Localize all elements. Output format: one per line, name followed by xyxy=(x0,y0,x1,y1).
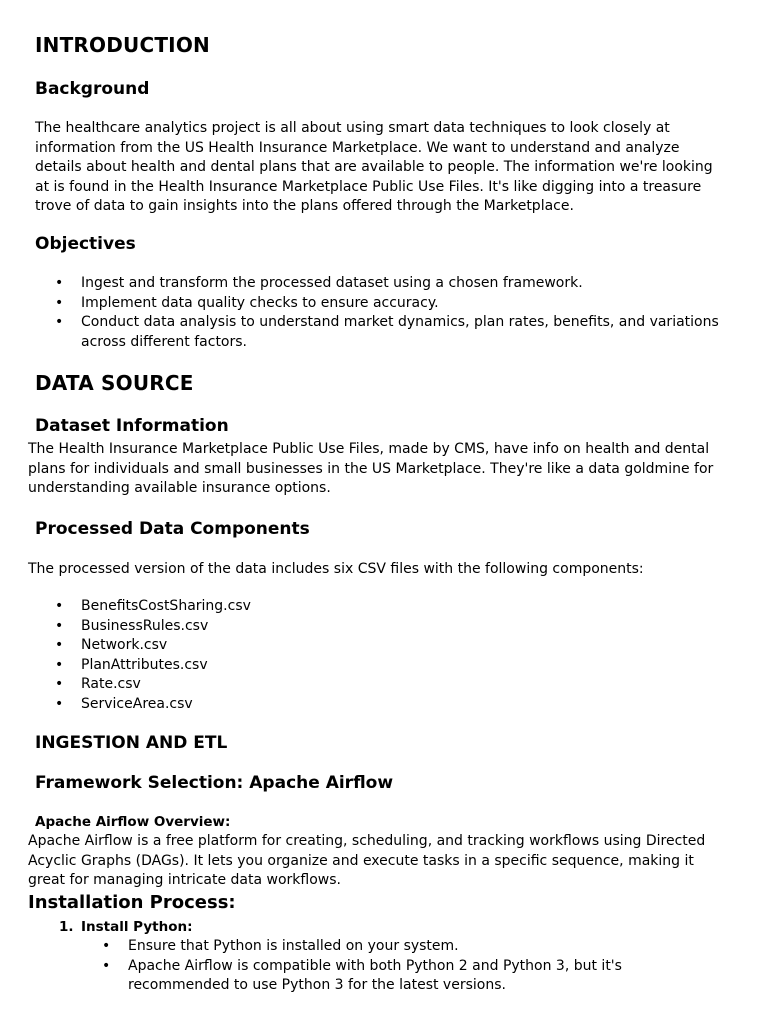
ingestion-title: INGESTION AND ETL xyxy=(35,733,228,753)
csv-file-list xyxy=(81,597,481,714)
step-number: 1. xyxy=(59,919,74,935)
csv-file-item: • Network.csv xyxy=(81,636,481,656)
step-bullet-item: • Ensure that Python is installed on your system. xyxy=(128,937,723,957)
csv-file-item: • PlanAttributes.csv xyxy=(81,656,481,676)
background-heading: Background xyxy=(35,79,150,99)
data-source-title: DATA SOURCE xyxy=(35,371,194,395)
airflow-overview-text: Apache Airflow is a free platform for creating, scheduling, and tracking workflows using Directed Acyclic Graphs (DAGs). It lets you organize and execute tasks in a specific sequence, making it great for managing intricate data workflows. xyxy=(28,833,706,888)
step-bullets xyxy=(128,937,723,996)
csv-file-item: • Rate.csv xyxy=(81,675,481,695)
csv-file-item: • ServiceArea.csv xyxy=(81,695,481,715)
introduction-title: INTRODUCTION xyxy=(35,33,210,57)
installation-heading: Installation Process: xyxy=(28,892,236,913)
dataset-info-heading: Dataset Information xyxy=(35,416,229,436)
dataset-info-text: The Health Insurance Marketplace Public Use Files, made by CMS, have info on health and dental plans for individuals and small businesses in the US Marketplace. They're like a data goldmine for understanding available insurance options. xyxy=(28,441,714,496)
components-heading: Processed Data Components xyxy=(35,519,310,539)
objective-item: • Conduct data analysis to understand market dynamics, plan rates, benefits, and variations across different factors. xyxy=(81,313,721,352)
csv-file-item: • BenefitsCostSharing.csv xyxy=(81,597,481,617)
background-text: The healthcare analytics project is all about using smart data techniques to look closely at information from the US Health Insurance Marketplace. We want to understand and analyze details about health and dental plans that are available to people. The information we're looking at is found in the Health Insurance Marketplace Public Use Files. It's like digging into a treasure trove of data to gain insights into the plans offered through the Marketplace. xyxy=(35,120,713,214)
step-title: Install Python: xyxy=(81,919,193,935)
objectives-list xyxy=(81,274,721,352)
framework-heading: Framework Selection: Apache Airflow xyxy=(35,773,394,793)
objective-item: • Ingest and transform the processed dataset using a chosen framework. xyxy=(81,274,721,294)
step-bullet-item: • Apache Airflow is compatible with both Python 2 and Python 3, but it's recommended to use Python 3 for the latest versions. xyxy=(128,957,723,996)
objective-item: • Implement data quality checks to ensure accuracy. xyxy=(81,294,721,314)
components-intro: The processed version of the data includes six CSV files with the following components: xyxy=(28,561,644,577)
objectives-heading: Objectives xyxy=(35,234,136,254)
airflow-overview-heading: Apache Airflow Overview: xyxy=(35,814,231,830)
csv-file-item: • BusinessRules.csv xyxy=(81,617,481,637)
